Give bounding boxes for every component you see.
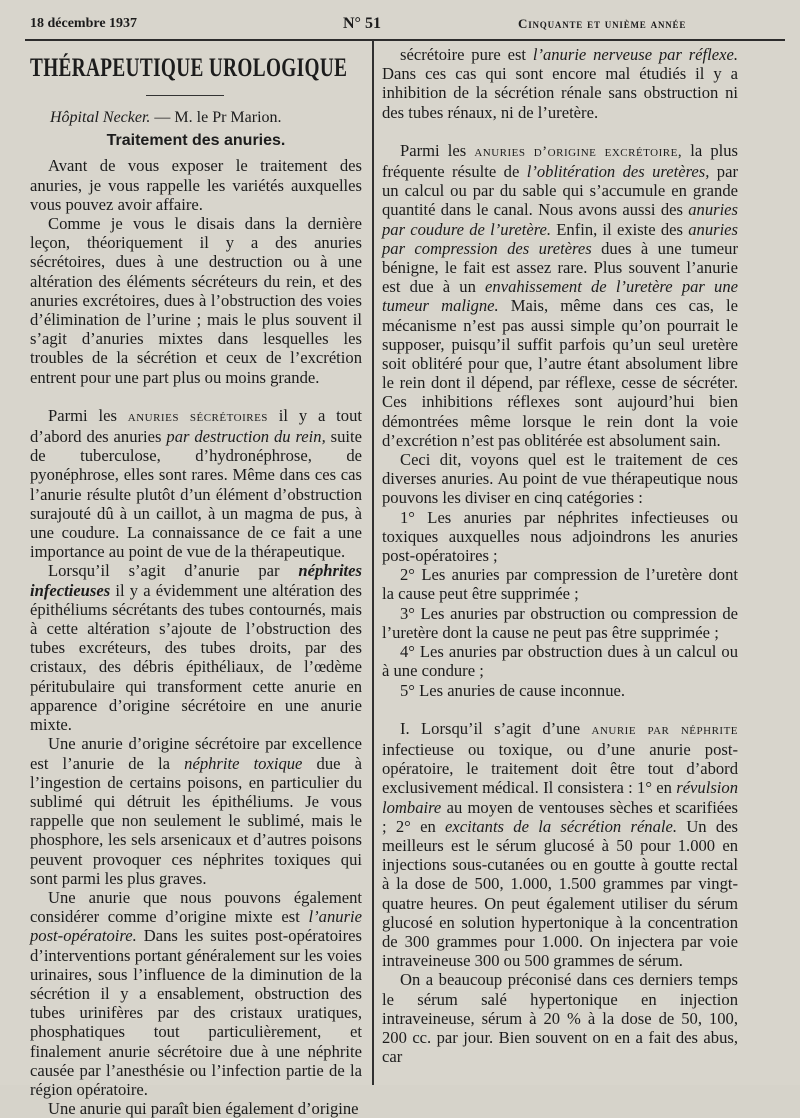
paragraph: Une anurie qui paraît bien également d’origine [48, 1099, 359, 1118]
paragraph: Lorsqu’il s’agit d’anurie par néphrites infectieuses il y a évidemment une altération des épithéliums sécrétants des tubes contournés, mais à cette altération s’ajoute de l’obstruction des tubes excréteurs, des tubes droits, par des cristaux, des débris épithéliaux, de l’œdème péritubulaire qui transforment cette anurie en apparence d’origine sécrétoire en une anurie mixte. [30, 561, 362, 735]
right-column [382, 45, 738, 1066]
list-item: 3° Les anuries par obstruction ou compression de l’uretère dont la cause ne peut pas être supprimée ; [382, 603, 738, 642]
paragraph: I. Lorsqu’il s’agit d’une anurie par néphrite infectieuse ou toxique, ou d’une anurie post-opératoire, le traitement doit être tout d’abord exclusivement médical. Il consistera : 1° en révulsion lombaire au moyen de ventouses sèches et scarifiées ; 2° en excitants de la sécrétion rénale. Un des meilleurs est le sérum glucosé à 50 pour 1.000 en injections sous-cutanées ou en goutte à goutte rectal à la dose de 500, 1.000, 1.500 grammes par vingt-quatre heures. On peut également utiliser du sérum glucosé en solution hypertonique à la concentration de 300 grammes pour 1.000. On injectera par voie intraveineuse 300 ou 500 grammes de sérum. [382, 718, 739, 971]
paragraph: Parmi les anuries sécrétoires il y a tout d’abord des anuries par destruction du rein, suite de tuberculose, d’hydronéphrose, de pyonéphrose, elles sont rares. Même dans ces cas l’anurie résulte plutôt d’un élément d’obstruction surajouté dû à un caillot, à un magma de pus, à une coudure. La connaissance de ce fait a une importance au point de vue de la thérapeutique. [30, 405, 362, 562]
byline-hospital: Hôpital Necker. [50, 109, 151, 126]
paragraph: Comme je vous le disais dans la dernière leçon, théoriquement il y a des anuries sécrétoires, dues à une destruction ou à une altération des éléments sécréteurs du rein, et des anuries excrétoires, dues à l’obstruction des voies d’élimination de l’urine ; mais le plus souvent il s’agit d’anuries mixtes dans lesquelles les troubles de la sécrétion et ceux de l’excrétion entrent pour une part plus ou moins grande. [30, 214, 362, 387]
paragraph: On a beaucoup préconisé dans ces derniers temps le sérum salé hypertonique en injection intraveineuse, sérum à 20 % à la dose de 50, 100, 200 cc. par jour. Bien souvent on en a fait des abus, car [382, 970, 738, 1067]
header-year: Cinquante et unième année [518, 16, 687, 31]
paragraph: Avant de vous exposer le traitement des anuries, je vous rappelle les variétés auxquelles vous pouvez avoir affaire. [30, 156, 362, 214]
header-date: 18 décembre 1937 [30, 16, 138, 31]
list-item: 2° Les anuries par compression de l’uretère dont la cause peut être supprimée ; [382, 565, 738, 604]
article-byline [30, 108, 362, 127]
section-heading: Traitement des anuries. [106, 132, 286, 150]
paragraph: sécrétoire pure est l’anurie nerveuse par réflexe. Dans ces cas qui sont encore mal étudiés il y a inhibition de la sécrétion rénale sans obstruction ni des tubes rénaux, ni de l’uretère. [382, 45, 739, 122]
page-header [0, 0, 800, 40]
paragraph: Une anurie que nous pouvons également considérer comme d’origine mixte est l’anurie post-opératoire. Dans les suites post-opératoires d’interventions portant généralement sur les voies urinaires, sous l’influence de la diminution de la sécrétion il y a ensablement, obstruction des tubes urinifères par des cristaux uratiques, phosphatiques tout particulièrement, et finalement anurie sécrétoire due à une néphrite causée par l’anesthésie ou l’infection partie de la région opératoire. [30, 887, 363, 1099]
list-item: 1° Les anuries par néphrites infectieuses ou toxiques auxquelles nous adjoindrons les anuries post-opératoires ; [382, 507, 738, 566]
title-rule [146, 95, 224, 96]
paragraph: Ceci dit, voyons quel est le traitement de ces diverses anuries. Au point de vue thérapeutique nous pouvons les diviser en cinq catégories : [382, 450, 738, 508]
paragraph: Parmi les anuries d’origine excrétoire, la plus fréquente résulte de l’oblitération des uretères, par un calcul ou par du sable qui s’accumule en grande quantité dans le canal. Nous avons aussi des anuries par coudure de l’uretère. Enfin, il existe des anuries par compression des uretères dues à une tumeur bénigne, le fait est assez rare. Plus souvent l’anurie est due à un envahissement de l’uretère par une tumeur maligne. Mais, même dans ces cas, le mécanisme n’est pas aussi simple qu’on pourrait le supposer, puisqu’il suffit parfois qu’un seul uretère soit oblitéré pour que, l’autre étant absolument libre le rein dont il dépend, par réflexe, cesse de sécréter. Ces inhibitions réflexes sont aujourd’hui bien démontrées même lorsque le rein dont la voie d’excrétion n’est pas oblitérée est absolument sain. [382, 140, 738, 450]
paragraph: Une anurie d’origine sécrétoire par excellence est l’anurie de la néphrite toxique due à l’ingestion de certains poisons, en particulier du sublimé qui détruit les épithéliums. Je vous rappelle que non seulement le sublimé, mais le phosphore, les sels arsenicaux et d’autres poisons peuvent provoquer ces néphrites toxiques qui sont parmi les plus graves. [30, 734, 362, 888]
column-divider [372, 40, 374, 1085]
article-title: THÉRAPEUTIQUE UROLOGIQUE [30, 53, 348, 82]
list-item: 5° Les anuries de cause inconnue. [400, 680, 626, 700]
header-issue-number: N° 51 [343, 15, 381, 32]
byline-author: — M. le Pr Marion. [154, 109, 282, 126]
list-item: 4° Les anuries par obstruction dues à un calcul ou à une condure ; [382, 642, 738, 681]
header-rule [25, 39, 785, 41]
left-column [30, 53, 363, 1118]
